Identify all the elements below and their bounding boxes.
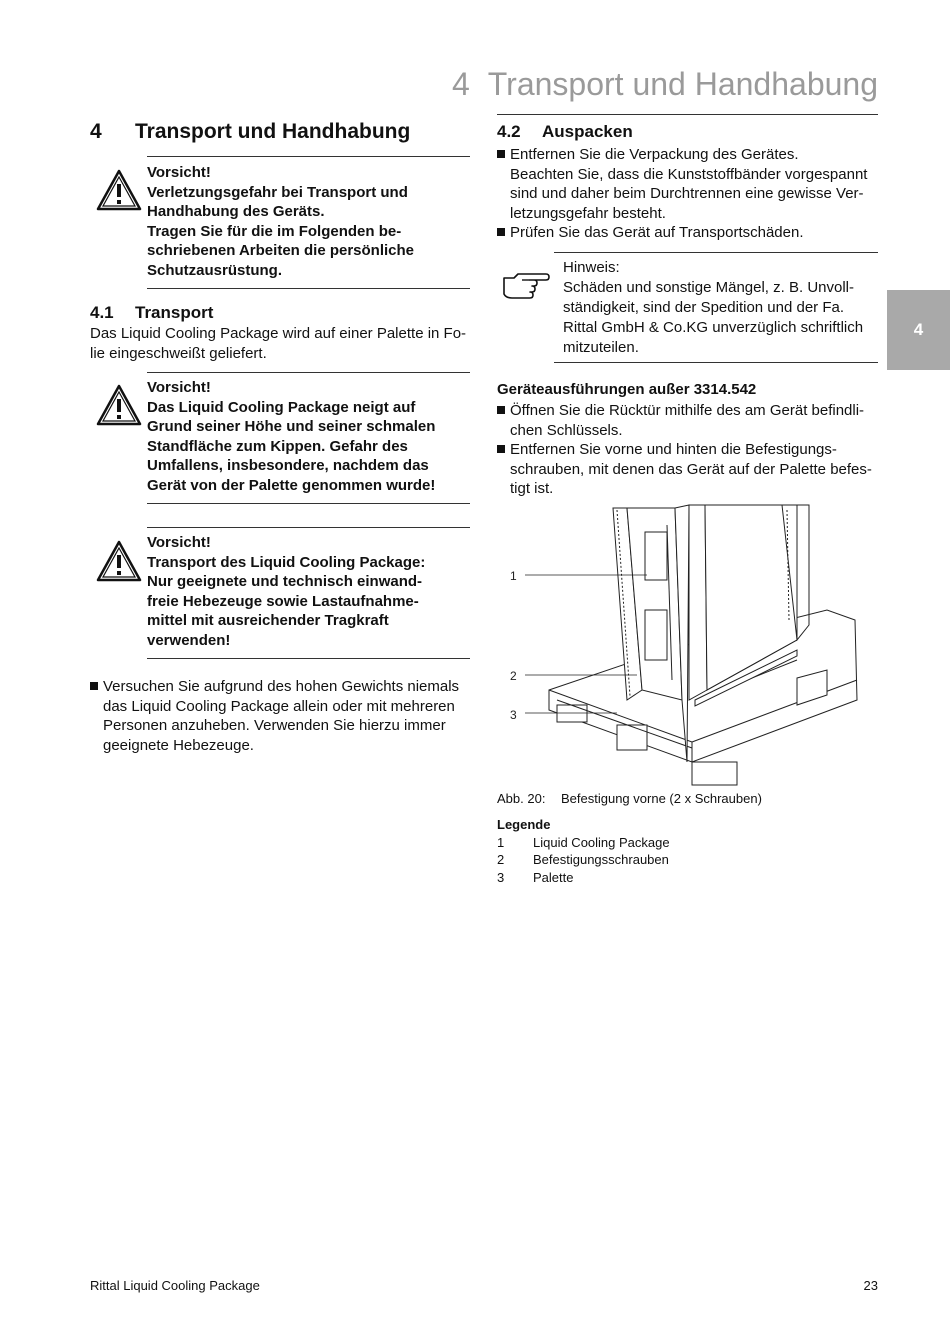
section-42-list [497,145,867,243]
note-line: mitzuteilen. [563,339,639,356]
warning2-line: Gerät von der Palette genommen wurde! [147,476,436,494]
running-header-title: Transport und Handhabung [487,66,878,102]
header-rule [497,114,878,115]
warning2-bottom-rule [147,503,470,504]
left-bullet-line: das Liquid Cooling Package allein oder mit mehreren [103,697,455,715]
warning-triangle-icon [96,540,142,582]
footer-title: Rittal Liquid Cooling Package [90,1278,260,1293]
section-42-title: Auspacken [542,122,633,141]
bullet-square-icon [497,228,505,236]
warning1-top-rule [147,156,470,157]
warning3-line: freie Hebezeuge sowie Lastaufnahme- [147,592,419,610]
warning3-title: Vorsicht! [147,534,211,551]
variants-heading: Geräteausführungen außer 3314.542 [497,381,757,398]
warning1-line: Tragen Sie für die im Folgenden be- [147,222,402,240]
left-bullet-line: geeignete Hebezeuge. [103,736,254,754]
note [563,258,863,358]
variants-bullet2-cont: tigt ist. [510,480,554,497]
section-42-heading [497,122,633,142]
section-42-bullet1-cont: sind und daher beim Durchtrennen eine gewisse Ver- [510,185,864,202]
variants-bullet2-cont: schrauben, mit denen das Gerät auf der Palette befes- [510,460,872,478]
section-42-number: 4.2 [497,122,521,141]
note-title: Hinweis: [563,259,620,276]
note-line: Rittal GmbH & Co.KG unverzüglich schriftlich [563,319,864,336]
warning1 [147,163,470,280]
section-41-title: Transport [135,303,214,322]
note-line: ständigkeit, sind der Spedition und der Fa. [563,299,845,316]
section-41-number: 4.1 [90,303,114,322]
warning2-line: Umfallens, insbesondere, nachdem das [147,457,429,474]
warning3-line: verwenden! [147,631,231,649]
callout-2: 2 [510,669,517,683]
legend [497,816,670,886]
chapter-tab: 4 [887,290,950,370]
legend-item [497,834,670,852]
warning3 [147,533,470,650]
warning3-bottom-rule [147,658,470,659]
warning1-line: schriebenen Arbeiten die persönliche [147,242,415,259]
warning3-line: mittel mit ausreichender Tragkraft [147,612,389,629]
legend-item-number: 2 [497,852,505,867]
callout-3: 3 [510,708,517,722]
legend-item-number: 1 [497,834,505,850]
variants-bullet1-cont: chen Schlüssels. [510,421,623,439]
bullet-square-icon [497,445,505,453]
chapter-title [90,120,410,144]
left-bullet-line: Personen anzuheben. Verwenden Sie hierzu immer [103,717,446,734]
warning3-line: Transport des Liquid Cooling Package: [147,553,426,571]
running-header [452,66,878,103]
left-bullet [90,677,459,755]
warning1-line: Verletzungsgefahr bei Transport und [147,183,408,201]
legend-item-number: 3 [497,869,505,885]
section-41-line: Das Liquid Cooling Package wird auf einer Palette in Fo- [90,325,467,342]
section-41-heading [90,303,213,323]
figure-caption [497,791,762,806]
figure-caption-label: Abb. 20: [497,791,546,806]
section-42-bullet2: Prüfen Sie das Gerät auf Transportschäden. [510,224,804,241]
figure-illustration [497,500,877,790]
warning1-line: Schutzausrüstung. [147,261,283,279]
note-line: Schäden und sonstige Mängel, z. B. Unvoll- [563,279,854,296]
note-top-rule [554,252,878,253]
warning3-top-rule [147,527,470,528]
section-42-bullet1-cont: letzungsgefahr besteht. [510,204,666,222]
legend-item [497,869,670,887]
warning2-line: Standfläche zum Kippen. Gefahr des [147,437,408,455]
section-42-bullet1-cont: Beachten Sie, dass die Kunststoffbänder vorgespannt [510,165,868,183]
warning2 [147,378,470,495]
section-42-bullet1: Entfernen Sie die Verpackung des Gerätes. [510,146,799,163]
warning1-bottom-rule [147,288,470,289]
bullet-square-icon [497,406,505,414]
warning-triangle-icon [96,384,142,426]
section-41-line: lie eingeschweißt geliefert. [90,345,267,362]
legend-title: Legende [497,817,551,832]
chapter-title-text: Transport und Handhabung [135,120,411,143]
running-header-number: 4 [452,66,470,102]
left-bullet-line: Versuchen Sie aufgrund des hohen Gewichts niemals [103,678,460,695]
variants-bullet1: Öffnen Sie die Rücktür mithilfe des am Gerät befindli- [510,402,865,419]
pointing-hand-icon [500,268,550,300]
warning2-top-rule [147,372,470,373]
warning3-line: Nur geeignete und technisch einwand- [147,573,423,590]
legend-item-text: Liquid Cooling Package [533,834,670,850]
page-number: 23 [863,1278,878,1293]
callout-1: 1 [510,569,517,583]
legend-item-text: Palette [533,869,574,885]
variants-bullet2: Entfernen Sie vorne und hinten die Befestigungs- [510,441,837,458]
legend-item [497,851,670,869]
note-bottom-rule [554,362,878,363]
figure-caption-text: Befestigung vorne (2 x Schrauben) [561,791,762,806]
variants-list [497,401,872,499]
warning2-line: Grund seiner Höhe und seiner schmalen [147,418,436,435]
warning-triangle-icon [96,169,142,211]
chapter-number: 4 [90,120,102,143]
warning1-title: Vorsicht! [147,164,211,181]
legend-item-text: Befestigungsschrauben [533,852,669,867]
bullet-square-icon [90,682,98,690]
warning1-line: Handhabung des Geräts. [147,203,325,220]
warning2-title: Vorsicht! [147,379,211,396]
warning2-line: Das Liquid Cooling Package neigt auf [147,398,416,416]
bullet-square-icon [497,150,505,158]
section-41-text [90,324,466,364]
